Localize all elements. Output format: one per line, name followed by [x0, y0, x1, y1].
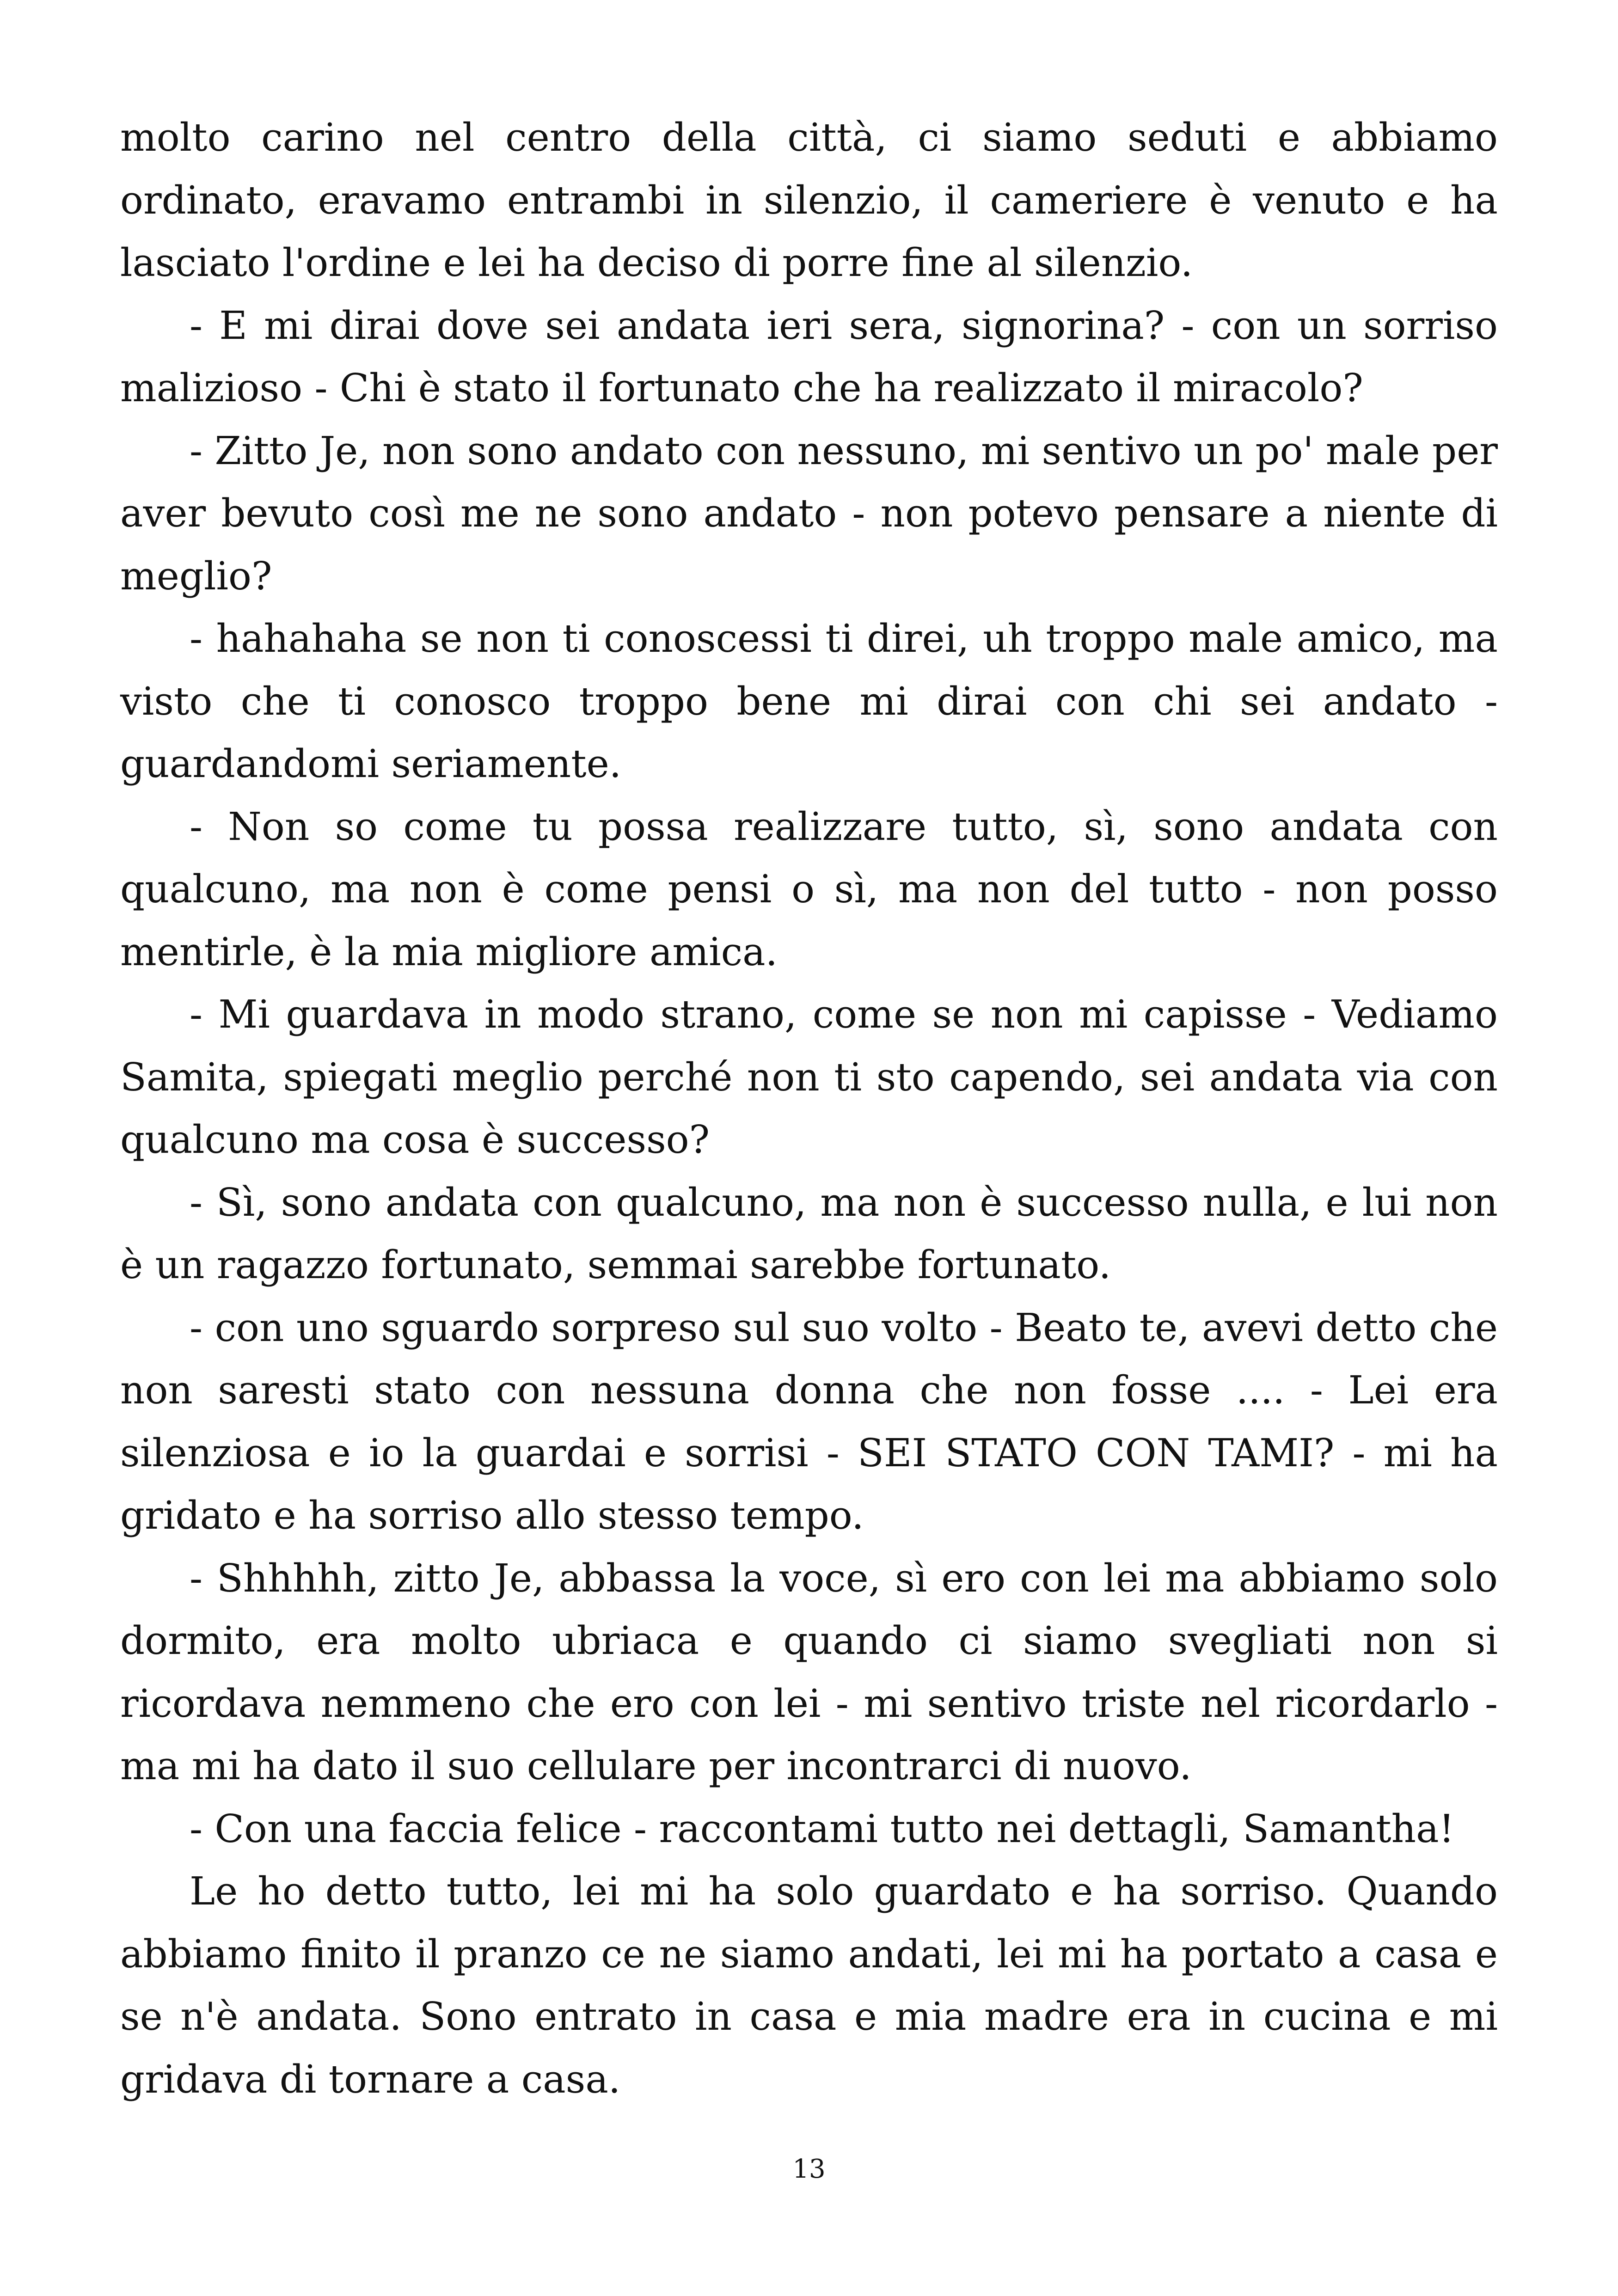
paragraph: - Zitto Je, non sono andato con nessuno, mi sentivo un po' male per aver bevuto così me ne sono andato - non potevo pensare a niente di meglio?: [120, 428, 1498, 599]
paragraph: - E mi dirai dove sei andata ieri sera, signorina? - con un sorriso malizioso - Chi è stato il fortunato che ha realizzato il miracolo?: [120, 303, 1498, 410]
paragraph: Le ho detto tutto, lei mi ha solo guardato e ha sorriso. Quando abbiamo finito il pranzo ce ne siamo andati, lei mi ha portato a casa e se n'è andata. Sono entrato in casa e mia madre era in cucina e mi gridava di tornare a casa.: [120, 1869, 1498, 2102]
paragraph: - con uno sguardo sorpreso sul suo volto - Beato te, avevi detto che non saresti stato con nessuna donna che non fosse .... - Lei era silenziosa e io la guardai e sorrisi - SEI STATO CON TAMI? - mi ha gridato e ha sorriso allo stesso tempo.: [120, 1305, 1498, 1538]
paragraph: - Mi guardava in modo strano, come se non mi capisse - Vediamo Samita, spiegati meglio perché non ti sto capendo, sei andata via con qualcuno ma cosa è successo?: [120, 992, 1498, 1162]
paragraph: - hahahaha se non ti conoscessi ti direi, uh troppo male amico, ma visto che ti conosco troppo bene mi dirai con chi sei andato - guardandomi seriamente.: [120, 616, 1498, 786]
paragraph: - Shhhhh, zitto Je, abbassa la voce, sì ero con lei ma abbiamo solo dormito, era molto ubriaca e quando ci siamo svegliati non si ricordava nemmeno che ero con lei - mi sentivo triste nel ricordarlo - ma mi ha dato il suo cellulare per incontrarci di nuovo.: [120, 1555, 1498, 1788]
paragraph: - Con una faccia felice - raccontami tutto nei dettagli, Samantha!: [190, 1806, 1454, 1851]
paragraph: - Sì, sono andata con qualcuno, ma non è successo nulla, e lui non è un ragazzo fortunato, semmai sarebbe fortunato.: [120, 1180, 1498, 1287]
page-number: 13: [792, 2154, 826, 2184]
paragraph: molto carino nel centro della città, ci siamo seduti e abbiamo ordinato, eravamo entrambi in silenzio, il cameriere è venuto e ha lasciato l'ordine e lei ha deciso di porre fine al silenzio.: [120, 115, 1498, 285]
paragraph: - Non so come tu possa realizzare tutto, sì, sono andata con qualcuno, ma non è come pensi o sì, ma non del tutto - non posso mentirle, è la mia migliore amica.: [120, 804, 1498, 974]
body-text: [120, 106, 1498, 2111]
